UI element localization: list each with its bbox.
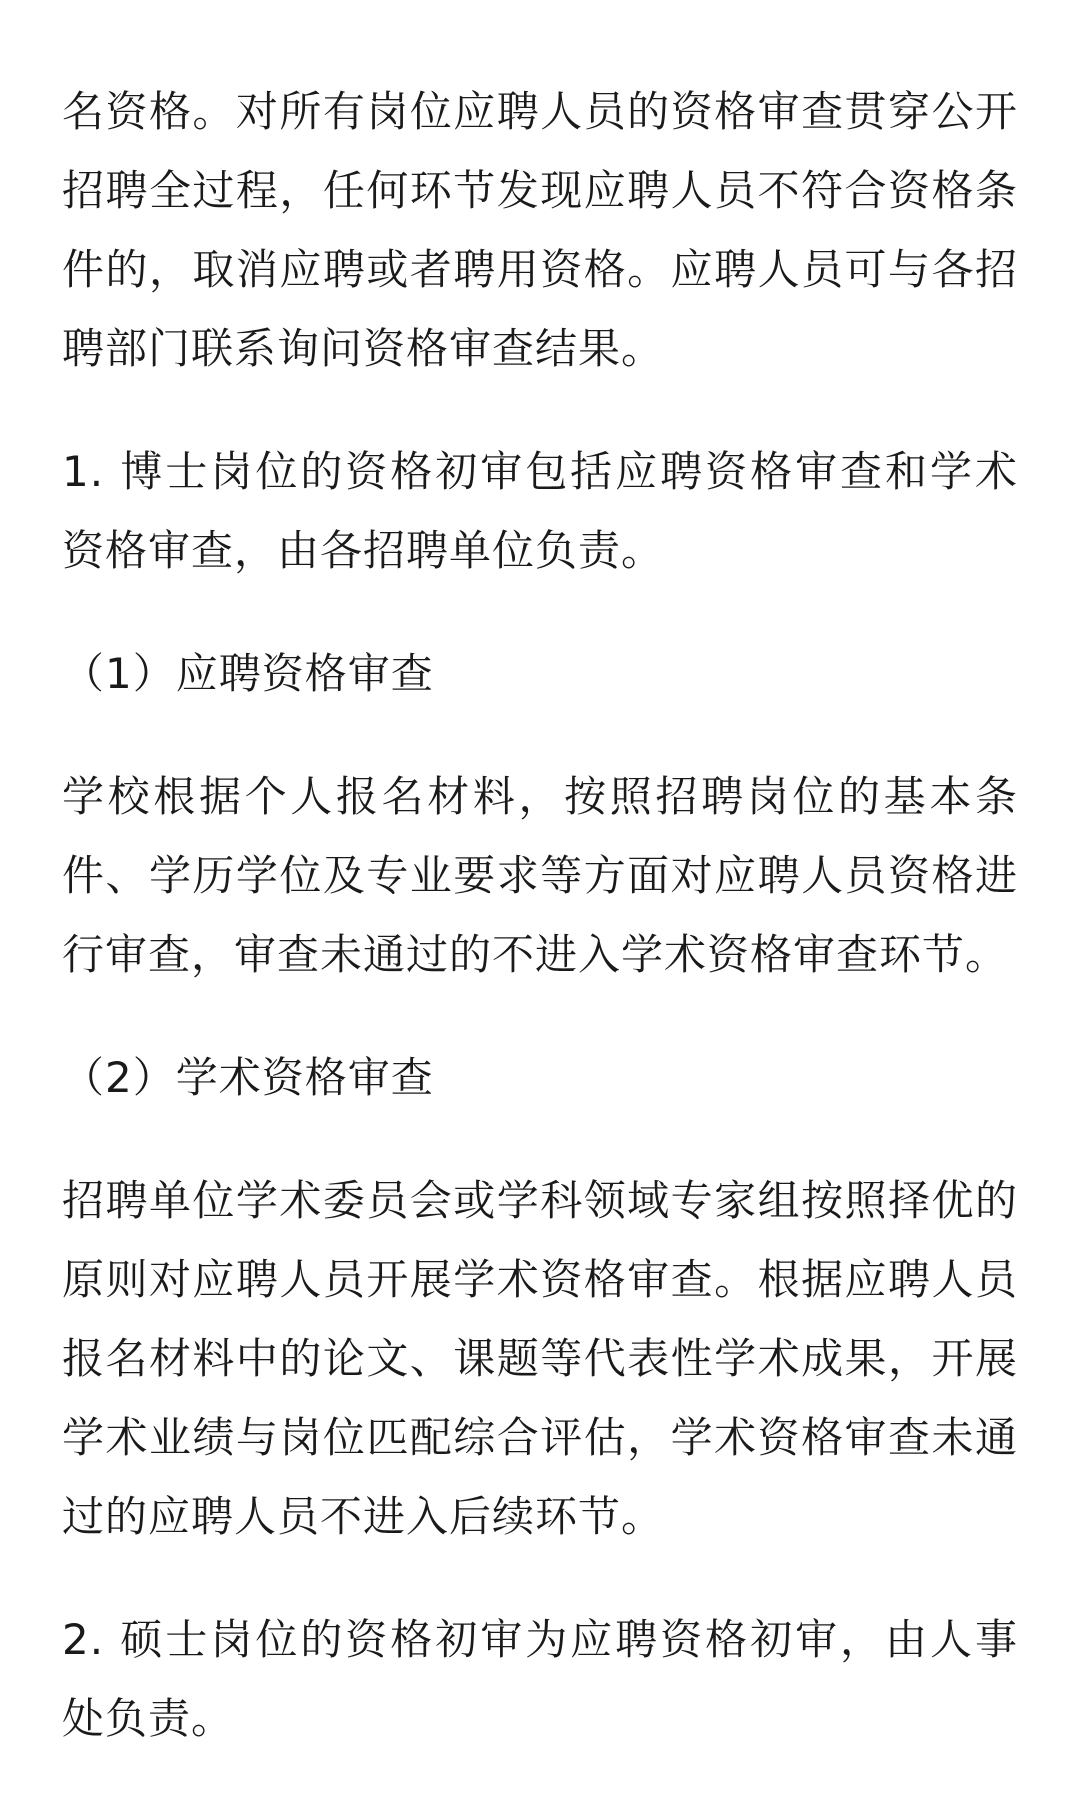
masters-review-paragraph: 2. 硕士岗位的资格初审为应聘资格初审，由人事处负责。: [62, 1615, 1018, 1743]
academic-review-paragraph: 招聘单位学术委员会或学科领域专家组按照择优的原则对应聘人员开展学术资格审查。根据应聘人员报名材料中的论文、课题等代表性学术成果，开展学术业绩与岗位匹配综合评估，学术资格审查未通过的应聘人员不进入后续环节。: [62, 1176, 1018, 1541]
application-review-paragraph: 学校根据个人报名材料，按照招聘岗位的基本条件、学历学位及专业要求等方面对应聘人员资格进行审查，审查未通过的不进入学术资格审查环节。: [62, 772, 1018, 979]
section-heading-academic-review: （2）学术资格审查: [62, 1053, 434, 1102]
doctoral-review-paragraph: 1. 博士岗位的资格初审包括应聘资格审查和学术资格审查，由各招聘单位负责。: [62, 447, 1018, 575]
intro-paragraph: 名资格。对所有岗位应聘人员的资格审查贯穿公开招聘全过程，任何环节发现应聘人员不符合资格条件的，取消应聘或者聘用资格。应聘人员可与各招聘部门联系询问资格审查结果。: [62, 87, 1018, 373]
section-heading-application-review: （1）应聘资格审查: [62, 649, 434, 698]
